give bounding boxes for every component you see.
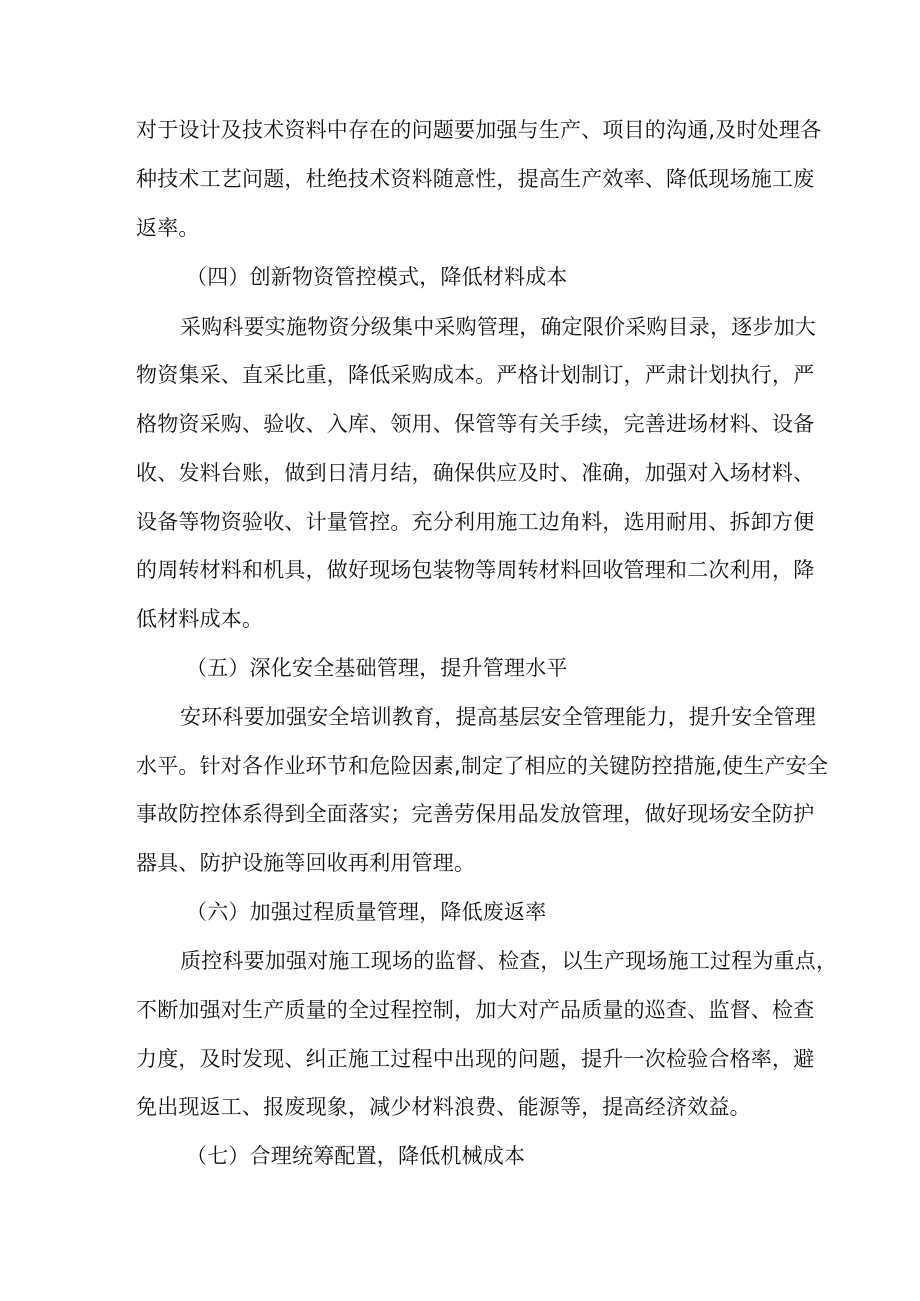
paragraph-line: 采购科要实施物资分级集中采购管理，确定限价采购目录，逐步加大 xyxy=(180,315,816,339)
paragraph-line: 低材料成本。 xyxy=(136,607,264,631)
paragraph-line: 返率。 xyxy=(136,216,200,240)
paragraph-line: 水平。针对各作业环节和危险因素,制定了相应的关键防控措施,使生产安全 xyxy=(136,754,829,778)
paragraph-line: 收、发料台账，做到日清月结，确保供应及时、准确，加强对入场材料、 xyxy=(136,461,815,485)
paragraph-line: 不断加强对生产质量的全过程控制，加大对产品质量的巡查、监督、检查 xyxy=(136,998,815,1022)
section-heading-7: （七）合理统筹配置，降低机械成本 xyxy=(186,1144,526,1168)
paragraph-line: 质控科要加强对施工现场的监督、检查，以生产现场施工过程为重点， xyxy=(180,949,838,973)
paragraph-line: 格物资采购、验收、入库、领用、保管等有关手续，完善进场材料、设备 xyxy=(136,412,815,436)
section-heading-5: （五）深化安全基础管理，提升管理水平 xyxy=(186,656,568,680)
paragraph-line: 物资集采、直采比重，降低采购成本。严格计划制订，严肃计划执行，严 xyxy=(136,363,815,387)
section-heading-4: （四）创新物资管控模式，降低材料成本 xyxy=(186,265,568,289)
paragraph-line: 的周转材料和机具，做好现场包装物等周转材料回收管理和二次利用，降 xyxy=(136,558,815,582)
paragraph-line: 对于设计及技术资料中存在的问题要加强与生产、项目的沟通,及时处理各 xyxy=(136,118,822,142)
paragraph-line: 事故防控体系得到全面落实；完善劳保用品发放管理，做好现场安全防护 xyxy=(136,802,815,826)
paragraph-line: 种技术工艺问题，杜绝技术资料随意性，提高生产效率、降低现场施工废 xyxy=(136,167,815,191)
paragraph-line: 免出现返工、报废现象，减少材料浪费、能源等，提高经济效益。 xyxy=(136,1095,751,1119)
paragraph-line: 力度，及时发现、纠正施工过程中出现的问题，提升一次检验合格率，避 xyxy=(136,1047,815,1071)
section-heading-6: （六）加强过程质量管理，降低废返率 xyxy=(186,900,547,924)
paragraph-line: 器具、防护设施等回收再利用管理。 xyxy=(136,851,476,875)
paragraph-line: 设备等物资验收、计量管控。充分利用施工边角料，选用耐用、拆卸方便 xyxy=(136,510,815,534)
paragraph-line: 安环科要加强安全培训教育，提高基层安全管理能力，提升安全管理 xyxy=(180,705,816,729)
